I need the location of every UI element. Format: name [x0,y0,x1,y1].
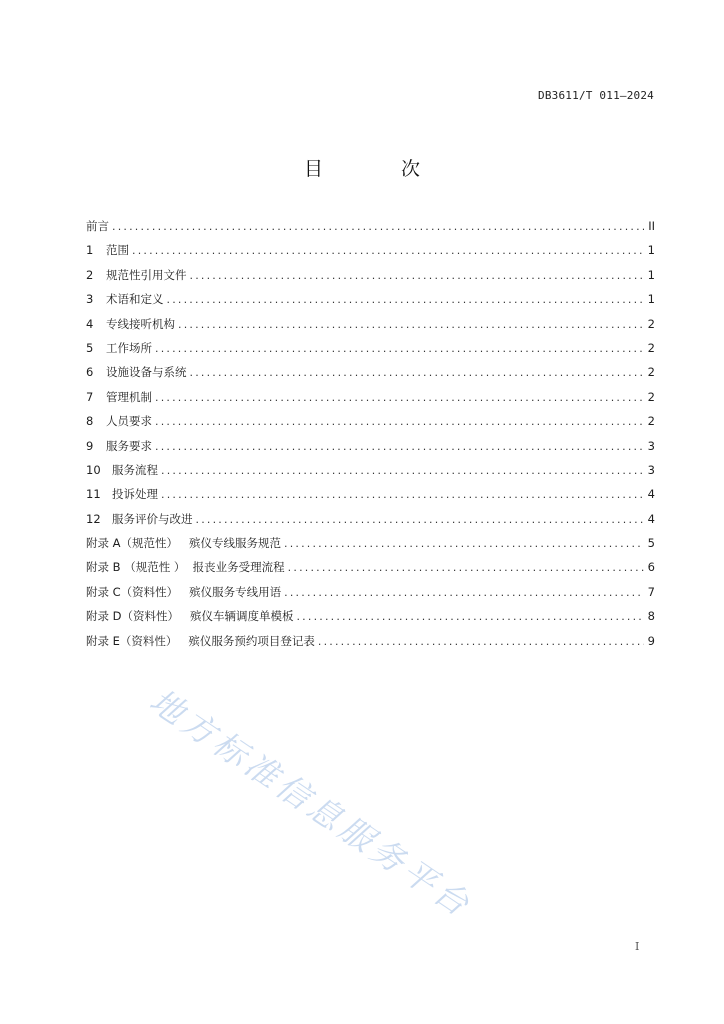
toc-label: 专线接听机构 [106,316,175,331]
table-of-contents [86,218,655,657]
toc-label: 工作场所 [106,340,152,355]
toc-page-number: 3 [647,438,655,453]
page-title: 目 次 [303,158,457,180]
document-code: DB3611/T 011—2024 [538,89,654,102]
toc-page-number: 4 [647,487,655,502]
toc-entry-appendix-a[interactable] [86,535,655,559]
dot-leader [178,318,644,331]
toc-section-number: 12 [86,511,101,526]
toc-label: 附录 B （规范性 ） 报丧业务受理流程 [86,560,285,575]
toc-label: 前言 [86,219,109,233]
dot-leader [155,415,644,428]
toc-page-number: 2 [647,316,655,331]
toc-entry-normative-references[interactable] [86,267,655,291]
toc-entry-workplace[interactable] [86,340,655,364]
dot-leader [161,464,644,477]
toc-page-number: 9 [647,633,655,648]
toc-section-number: 10 [86,462,101,477]
toc-label: 范围 [106,243,129,258]
toc-entry-appendix-c[interactable] [86,584,655,608]
toc-section-number: 3 [86,292,94,307]
toc-page-number: 4 [647,511,655,526]
toc-section-number: 8 [86,414,94,429]
dot-leader [161,488,644,501]
dot-leader [112,220,644,233]
toc-label: 服务要求 [106,438,152,453]
watermark: 地方标准信息服务平台 [142,680,480,926]
toc-page-number: II [648,219,655,233]
toc-section-number: 9 [86,438,94,453]
toc-section-number: 11 [86,487,101,502]
toc-label: 人员要求 [106,414,152,429]
dot-leader [155,440,644,453]
toc-entry-personnel[interactable] [86,413,655,437]
toc-section-number: 7 [86,389,94,404]
toc-entry-service-process[interactable] [86,462,655,486]
toc-section-number: 6 [86,365,94,380]
dot-leader [284,586,644,599]
toc-page-number: 6 [647,560,655,575]
toc-entry-hotline-agency[interactable] [86,316,655,340]
dot-leader [155,342,644,355]
toc-section-number: 2 [86,267,94,282]
toc-page-number: 7 [647,584,655,599]
toc-label: 设施设备与系统 [106,365,187,380]
toc-label: 服务评价与改进 [112,511,193,526]
toc-entry-appendix-b[interactable] [86,559,655,583]
toc-entry-appendix-d[interactable] [86,608,655,632]
dot-leader [167,293,645,306]
toc-label: 管理机制 [106,389,152,404]
toc-entry-evaluation[interactable] [86,511,655,535]
dot-leader [196,513,645,526]
toc-entry-foreword[interactable] [86,218,655,242]
toc-entry-appendix-e[interactable] [86,633,655,657]
toc-label: 投诉处理 [112,487,158,502]
toc-entry-terms[interactable] [86,291,655,315]
toc-label: 附录 C（资料性） 殡仪服务专线用语 [86,584,282,599]
toc-page-number: 2 [647,340,655,355]
toc-page-number: 1 [647,267,655,282]
dot-leader [288,561,644,574]
toc-section-number: 1 [86,243,94,258]
toc-page-number: 1 [647,292,655,307]
toc-section-number: 4 [86,316,94,331]
toc-entry-service-requirements[interactable] [86,438,655,462]
toc-page-number: 8 [647,609,655,624]
toc-label: 附录 D（资料性） 殡仪车辆调度单模板 [86,609,294,624]
toc-entry-management[interactable] [86,389,655,413]
toc-label: 术语和定义 [106,292,164,307]
dot-leader [190,269,645,282]
dot-leader [296,610,644,623]
dot-leader [190,366,645,379]
toc-entry-scope[interactable] [86,242,655,266]
toc-page-number: 3 [647,462,655,477]
dot-leader [132,244,644,257]
dot-leader [318,635,644,648]
dot-leader [155,391,644,404]
toc-entry-facilities[interactable] [86,364,655,388]
toc-section-number: 5 [86,340,94,355]
toc-page-number: 2 [647,414,655,429]
toc-label: 附录 A（规范性） 殡仪专线服务规范 [86,536,281,551]
toc-page-number: 2 [647,389,655,404]
toc-label: 规范性引用文件 [106,267,187,282]
toc-entry-complaints[interactable] [86,486,655,510]
dot-leader [284,537,644,550]
toc-page-number: 1 [647,243,655,258]
toc-label: 附录 E（资料性） 殡仪服务预约项目登记表 [86,633,315,648]
toc-page-number: 2 [647,365,655,380]
page-number: I [635,940,640,953]
toc-page-number: 5 [647,536,655,551]
toc-label: 服务流程 [112,462,158,477]
